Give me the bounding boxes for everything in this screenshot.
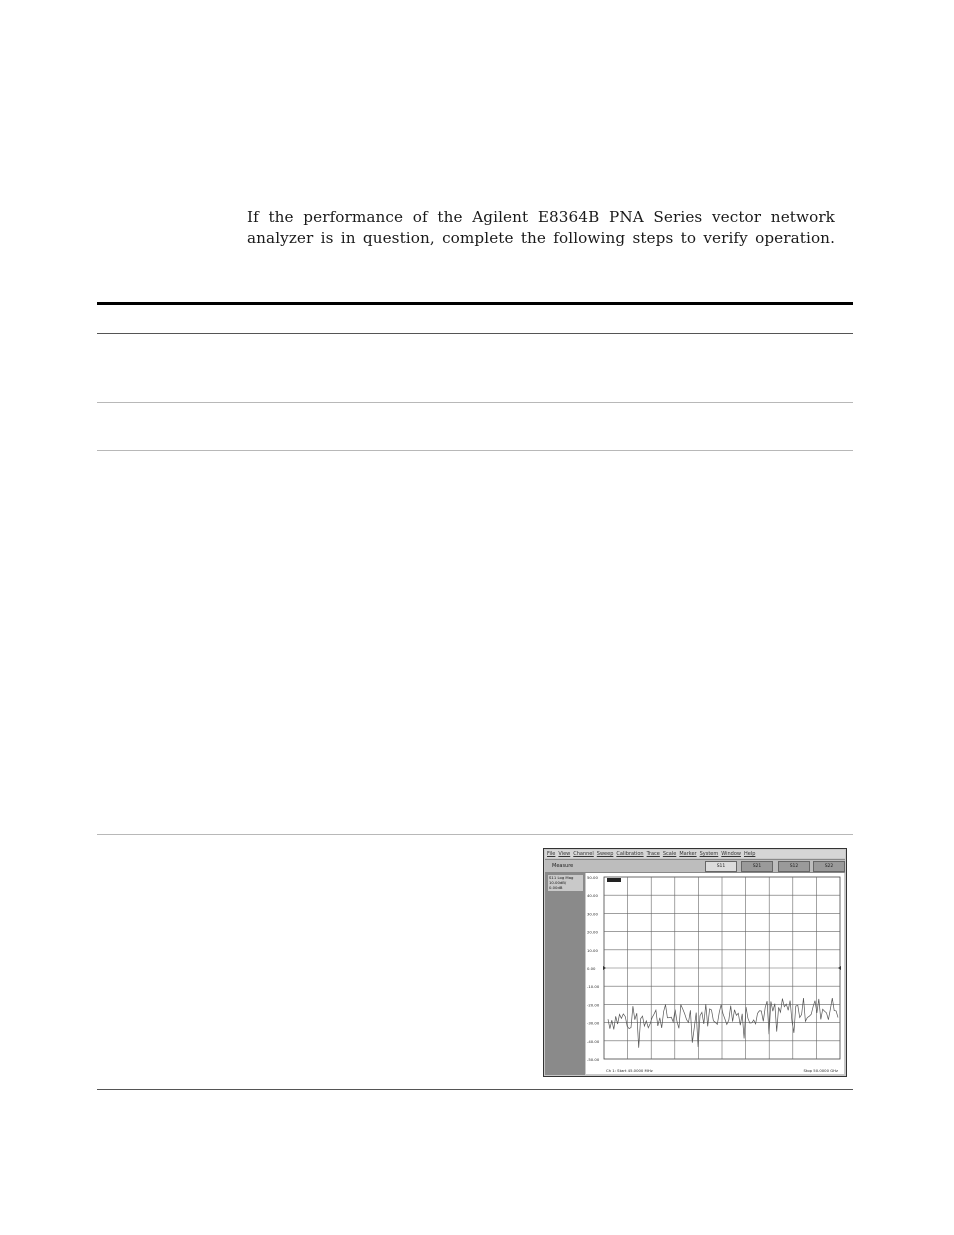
menu-channel: Channel: [573, 851, 594, 857]
y-tick-label: -40.00: [587, 1038, 600, 1044]
y-tick-label: 20.00: [587, 929, 598, 935]
trace-info-box: [548, 875, 583, 891]
y-tick-label: 10.00: [587, 947, 598, 953]
table-row-divider-3: [97, 834, 853, 835]
table-bottom-rule: [97, 1089, 853, 1090]
trace-info-panel: [545, 873, 585, 1075]
y-tick-label: -20.00: [587, 1002, 600, 1008]
intro-line-2: analyzer is in question, complete the following steps to verify operation.: [247, 229, 835, 247]
y-tick-label: 0.00: [587, 966, 596, 971]
menu-file: File: [547, 851, 556, 857]
table-top-rule: [97, 302, 853, 305]
trace-plot-svg: [586, 873, 844, 1075]
toolbar-s11-button: S11: [705, 861, 737, 872]
menu-calibration: Calibration: [616, 851, 644, 857]
y-tick-label: -30.00: [587, 1020, 600, 1026]
analyzer-toolbar: [545, 859, 845, 873]
menu-window: Window: [721, 851, 741, 857]
table-row-divider-2: [97, 450, 853, 451]
marker-box: [607, 878, 621, 882]
y-tick-label: -50.00: [587, 1057, 600, 1062]
analyzer-screenshot: [543, 848, 847, 1077]
menu-help: Help: [743, 851, 756, 857]
menu-system: System: [699, 851, 719, 857]
menu-trace: Trace: [646, 851, 660, 857]
menu-marker: Marker: [679, 851, 697, 857]
table-row-divider-1: [97, 402, 853, 403]
footer-stop-label: Stop 50.0000 GHz: [803, 1068, 838, 1073]
menu-view: View: [558, 851, 571, 857]
analyzer-menubar: [545, 850, 845, 858]
trace-info-line-3: 0.00dB: [549, 885, 563, 890]
y-tick-label: 50.00: [587, 875, 598, 880]
footer-start-label: Ch 1: Start 45.0000 MHz: [606, 1068, 653, 1073]
table-header-rule: [97, 333, 853, 334]
toolbar-measure-label: Measure: [552, 863, 574, 869]
menu-scale: Scale: [662, 851, 677, 857]
menu-sweep: Sweep: [596, 851, 614, 857]
trace-info-line-2: 10.00dB/: [549, 880, 567, 885]
trace-plot-area: [586, 873, 844, 1074]
y-tick-label: 40.00: [587, 893, 598, 899]
y-tick-label: -10.00: [587, 984, 600, 990]
trace-info-line-1: S11 Log Mag: [549, 875, 574, 880]
toolbar-s22-button: S22: [813, 861, 845, 872]
intro-line-1: If the performance of the Agilent E8364B PNA Series vector network: [247, 208, 835, 226]
toolbar-s21-button: S21: [741, 861, 773, 872]
y-tick-label: 30.00: [587, 911, 598, 917]
intro-paragraph: [247, 207, 835, 249]
toolbar-s12-button: S12: [778, 861, 810, 872]
